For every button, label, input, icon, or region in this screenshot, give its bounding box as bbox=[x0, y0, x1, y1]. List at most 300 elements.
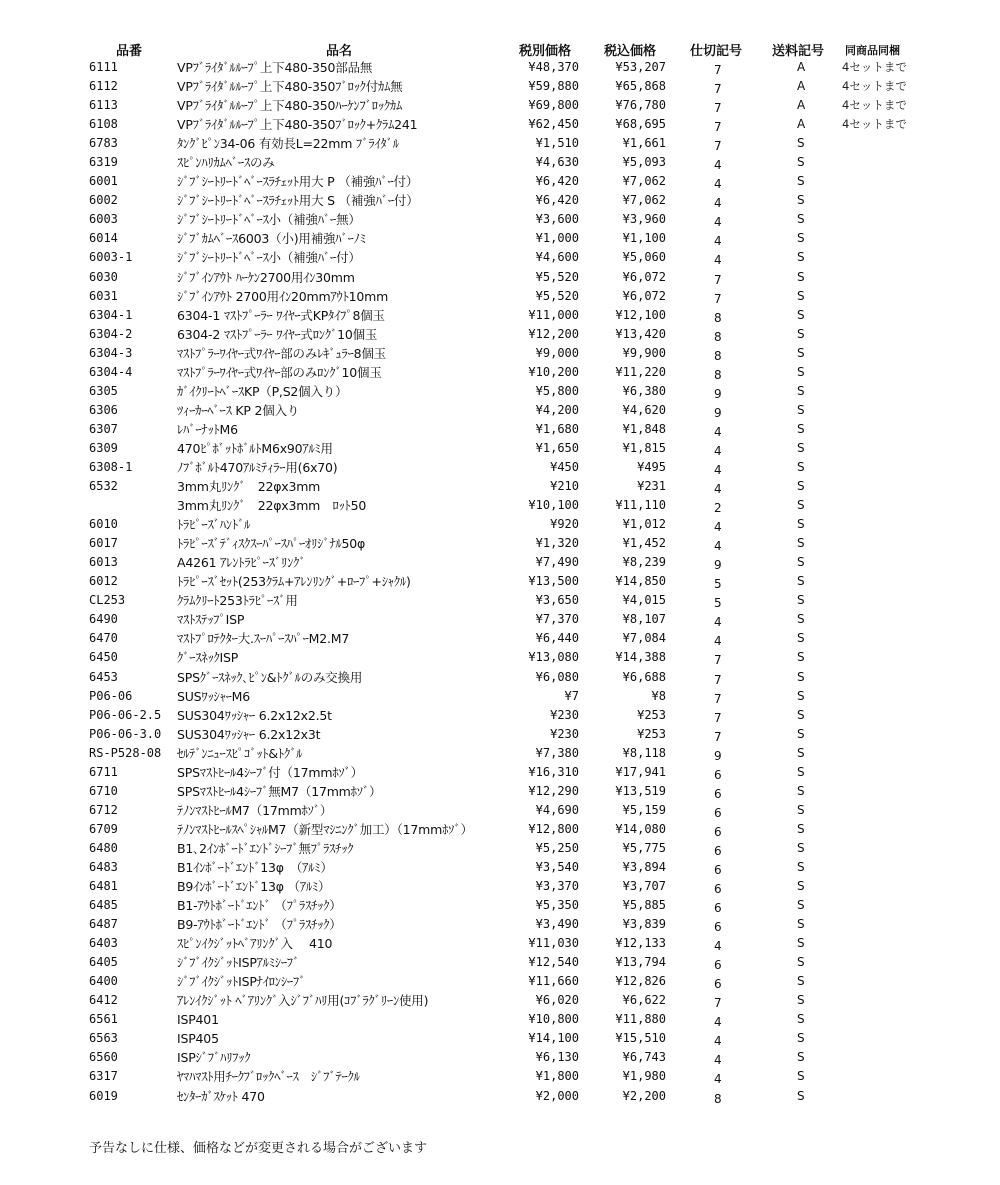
row-name: B1､2ｲﾝﾎﾞｰﾄﾞｴﾝﾄﾞｼｰﾌﾞ無ﾌﾟﾗｽﾁｯｸ bbox=[177, 840, 354, 856]
row-name: ﾃﾉﾝﾏｽﾄﾋｰﾙM7（17mmﾎｿﾞ） bbox=[177, 802, 333, 818]
row-price-in-tax: ¥12,133 bbox=[615, 936, 666, 951]
table-row bbox=[0, 534, 1000, 553]
row-code: 6317 bbox=[89, 1069, 118, 1084]
row-price-ex-tax: ¥48,370 bbox=[528, 60, 579, 74]
row-name: ｼﾞﾌﾞｲｸｼﾞｯﾄISPﾅｲﾛﾝｼｰﾌﾞ bbox=[177, 974, 306, 990]
table-row bbox=[0, 96, 1000, 115]
row-price-in-tax: ¥15,510 bbox=[615, 1031, 666, 1046]
row-shipping-code: A bbox=[797, 117, 806, 132]
row-cut-code: 4 bbox=[714, 253, 722, 268]
row-cut-code: 8 bbox=[714, 348, 722, 363]
row-price-ex-tax: ¥13,080 bbox=[528, 650, 579, 665]
row-cut-code: 2 bbox=[714, 501, 722, 516]
row-price-ex-tax: ¥12,290 bbox=[528, 783, 579, 798]
table-row bbox=[0, 648, 1000, 667]
row-cut-code: 6 bbox=[714, 958, 722, 973]
row-code: 6453 bbox=[89, 669, 118, 684]
row-name: ｾﾝﾀｰｶﾞｽｹｯﾄ 470 bbox=[177, 1088, 265, 1104]
row-price-in-tax: ¥3,960 bbox=[622, 212, 666, 227]
row-name: 6304-2 ﾏｽﾄﾌﾟｰﾗｰ ﾜｲﾔｰ式ﾛﾝｸﾞ10個玉 bbox=[177, 326, 378, 342]
header-shipping-code: 送料記号 bbox=[772, 44, 825, 59]
row-shipping-code: S bbox=[797, 764, 805, 779]
row-code: CL253 bbox=[89, 593, 126, 608]
table-row bbox=[0, 191, 1000, 210]
row-code: 6561 bbox=[89, 1012, 118, 1027]
row-shipping-code: S bbox=[797, 231, 805, 246]
row-cut-code: 9 bbox=[714, 748, 722, 763]
row-shipping-code: S bbox=[797, 193, 805, 208]
row-price-in-tax: ¥8,107 bbox=[622, 612, 666, 627]
row-shipping-code: S bbox=[797, 1031, 805, 1046]
row-name: 470ﾋﾟﾎﾞｯﾄﾎﾞﾙﾄM6x90ｱﾙﾐ用 bbox=[177, 440, 333, 456]
row-shipping-code: S bbox=[797, 459, 805, 474]
row-shipping-code: S bbox=[797, 726, 805, 741]
row-code: 6480 bbox=[89, 840, 118, 855]
row-price-in-tax: ¥14,850 bbox=[615, 574, 666, 589]
table-row bbox=[0, 58, 1000, 77]
row-price-ex-tax: ¥7,490 bbox=[535, 555, 579, 570]
table-row bbox=[0, 1048, 1000, 1067]
row-cut-code: 4 bbox=[714, 939, 722, 954]
row-shipping-code: S bbox=[797, 269, 805, 284]
row-price-ex-tax: ¥6,130 bbox=[535, 1050, 579, 1065]
row-code: 6019 bbox=[89, 1088, 118, 1103]
table-row bbox=[0, 115, 1000, 134]
row-price-in-tax: ¥7,062 bbox=[622, 193, 666, 208]
row-code: 6450 bbox=[89, 650, 118, 665]
row-price-ex-tax: ¥10,100 bbox=[528, 498, 579, 513]
row-name: B1-ｱｳﾄﾎﾞｰﾄﾞｴﾝﾄﾞ （ﾌﾟﾗｽﾁｯｸ） bbox=[177, 898, 342, 914]
row-shipping-code: S bbox=[797, 593, 805, 608]
row-shipping-code: S bbox=[797, 212, 805, 227]
row-price-ex-tax: ¥230 bbox=[550, 726, 579, 741]
row-price-in-tax: ¥14,388 bbox=[615, 650, 666, 665]
row-cut-code: 6 bbox=[714, 805, 722, 820]
row-price-in-tax: ¥6,072 bbox=[622, 269, 666, 284]
row-cut-code: 7 bbox=[714, 691, 722, 706]
row-cut-code: 6 bbox=[714, 767, 722, 782]
row-price-in-tax: ¥8 bbox=[651, 688, 666, 703]
row-name: B1ｲﾝﾎﾞｰﾄﾞｴﾝﾄﾞ13φ （ｱﾙﾐ） bbox=[177, 859, 333, 875]
row-code: 6309 bbox=[89, 440, 118, 455]
row-cut-code: 4 bbox=[714, 215, 722, 230]
row-shipping-code: S bbox=[797, 479, 805, 494]
row-name: ﾏｽﾄﾌﾟﾗｰﾜｲﾔｰ式ﾜｲﾔｰ部のみﾛﾝｸﾞ10個玉 bbox=[177, 364, 382, 380]
row-name: SUS304ﾜｯｼｬｰ 6.2x12x3t bbox=[177, 726, 321, 742]
row-code: 6710 bbox=[89, 783, 118, 798]
row-price-in-tax: ¥253 bbox=[637, 707, 666, 722]
row-code: 6014 bbox=[89, 231, 118, 246]
row-name: ﾄﾗﾋﾟｰｽﾞﾃﾞｨｽｸｽｰﾊﾟｰｽﾊﾟｰｵﾘｼﾞﾅﾙ50φ bbox=[177, 536, 366, 552]
row-price-ex-tax: ¥6,420 bbox=[535, 193, 579, 208]
table-row bbox=[0, 77, 1000, 96]
row-price-ex-tax: ¥7,380 bbox=[535, 745, 579, 760]
row-code: 6560 bbox=[89, 1050, 118, 1065]
row-shipping-code: S bbox=[797, 879, 805, 894]
row-same-shipping: 4セットまで bbox=[842, 79, 907, 94]
header-price-in-tax: 税込価格 bbox=[604, 44, 657, 59]
row-shipping-code: S bbox=[797, 326, 805, 341]
row-cut-code: 9 bbox=[714, 405, 722, 420]
table-row bbox=[0, 458, 1000, 477]
row-name: ﾄﾗﾋﾟｰｽﾞｾｯﾄ(253ｸﾗﾑ+ｱﾚﾝﾘﾝｸﾞ+ﾛｰﾌﾟ+ｼｬｸﾙ) bbox=[177, 574, 411, 590]
table-row bbox=[0, 1087, 1000, 1106]
row-shipping-code: S bbox=[797, 821, 805, 836]
row-cut-code: 7 bbox=[714, 291, 722, 306]
row-price-in-tax: ¥5,060 bbox=[622, 250, 666, 265]
row-price-ex-tax: ¥1,650 bbox=[535, 440, 579, 455]
row-price-in-tax: ¥2,200 bbox=[622, 1088, 666, 1103]
table-row bbox=[0, 134, 1000, 153]
row-code: 6487 bbox=[89, 917, 118, 932]
row-cut-code: 7 bbox=[714, 139, 722, 154]
row-code: 6012 bbox=[89, 574, 118, 589]
row-name: ISPｼﾞﾌﾞﾊﾘﾌｯｸ bbox=[177, 1050, 251, 1066]
row-shipping-code: S bbox=[797, 936, 805, 951]
row-price-in-tax: ¥1,848 bbox=[622, 421, 666, 436]
row-shipping-code: S bbox=[797, 174, 805, 189]
row-price-ex-tax: ¥11,660 bbox=[528, 974, 579, 989]
row-price-ex-tax: ¥5,520 bbox=[535, 288, 579, 303]
row-shipping-code: S bbox=[797, 669, 805, 684]
row-cut-code: 6 bbox=[714, 901, 722, 916]
table-row bbox=[0, 229, 1000, 248]
row-name: ｼﾞﾌﾞｶﾑﾍﾞｰｽ6003（小)用補強ﾊﾞｰﾉﾐ bbox=[177, 231, 366, 247]
row-shipping-code: S bbox=[797, 555, 805, 570]
row-code: 6002 bbox=[89, 193, 118, 208]
row-price-ex-tax: ¥3,650 bbox=[535, 593, 579, 608]
footer-note: 予告なしに仕様、価格などが変更される場合がございます bbox=[89, 1141, 428, 1156]
row-name: 6304-1 ﾏｽﾄﾌﾟｰﾗｰ ﾜｲﾔｰ式KPﾀｲﾌﾟ8個玉 bbox=[177, 307, 385, 323]
row-cut-code: 6 bbox=[714, 862, 722, 877]
row-price-in-tax: ¥1,815 bbox=[622, 440, 666, 455]
row-name: SPSﾏｽﾄﾋｰﾙ4ｼｰﾌﾞ付（17mmﾎｿﾞ） bbox=[177, 764, 363, 780]
row-code: 6481 bbox=[89, 879, 118, 894]
row-shipping-code: S bbox=[797, 345, 805, 360]
table-row bbox=[0, 153, 1000, 172]
row-price-ex-tax: ¥7,370 bbox=[535, 612, 579, 627]
row-cut-code: 4 bbox=[714, 1015, 722, 1030]
table-row bbox=[0, 363, 1000, 382]
header-price-ex-tax: 税別価格 bbox=[519, 44, 572, 59]
table-row bbox=[0, 706, 1000, 725]
row-code: P06-06 bbox=[89, 688, 133, 703]
row-shipping-code: S bbox=[797, 307, 805, 322]
row-name: ｾﾙﾃﾞﾝﾆｭｰｽﾋﾟｺﾞｯﾄ&ﾄｸﾞﾙ bbox=[177, 745, 303, 761]
table-row bbox=[0, 344, 1000, 363]
row-name: VPﾌﾞﾗｲﾀﾞﾙﾙｰﾌﾟ上下480-350ﾌﾞﾛｯｸ付ｶﾑ無 bbox=[177, 79, 403, 95]
table-body bbox=[0, 58, 1000, 1106]
row-price-in-tax: ¥5,775 bbox=[622, 840, 666, 855]
row-shipping-code: S bbox=[797, 517, 805, 532]
table-row bbox=[0, 210, 1000, 229]
table-row bbox=[0, 1010, 1000, 1029]
row-name: ﾀﾝｸﾞﾋﾟﾝ34-06 有効長L=22mm ﾌﾞﾗｲﾀﾞﾙ bbox=[177, 136, 399, 152]
row-code: 6709 bbox=[89, 821, 118, 836]
header-name: 品名 bbox=[326, 44, 353, 59]
row-name: ﾉﾌﾞﾎﾞﾙﾄ470ｱﾙﾐﾃｨﾗｰ用(6x70) bbox=[177, 459, 338, 475]
row-code: 6308-1 bbox=[89, 459, 133, 474]
table-row bbox=[0, 687, 1000, 706]
row-price-ex-tax: ¥6,440 bbox=[535, 631, 579, 646]
row-price-in-tax: ¥7,084 bbox=[622, 631, 666, 646]
row-code: 6030 bbox=[89, 269, 118, 284]
row-price-ex-tax: ¥6,420 bbox=[535, 174, 579, 189]
row-price-in-tax: ¥13,794 bbox=[615, 955, 666, 970]
row-shipping-code: S bbox=[797, 440, 805, 455]
row-price-ex-tax: ¥4,630 bbox=[535, 155, 579, 170]
row-cut-code: 6 bbox=[714, 920, 722, 935]
row-price-in-tax: ¥495 bbox=[637, 459, 666, 474]
row-price-ex-tax: ¥7 bbox=[564, 688, 579, 703]
row-code: 6017 bbox=[89, 536, 118, 551]
row-cut-code: 8 bbox=[714, 1091, 722, 1106]
row-cut-code: 6 bbox=[714, 786, 722, 801]
row-price-ex-tax: ¥3,370 bbox=[535, 879, 579, 894]
row-shipping-code: S bbox=[797, 840, 805, 855]
row-shipping-code: S bbox=[797, 1069, 805, 1084]
row-code: 6113 bbox=[89, 98, 118, 113]
row-cut-code: 7 bbox=[714, 101, 722, 116]
row-price-ex-tax: ¥11,000 bbox=[528, 307, 579, 322]
table-row bbox=[0, 172, 1000, 191]
row-name: ｼﾞﾌﾞｼｰﾄﾘｰﾄﾞﾍﾞｰｽ小（補強ﾊﾞｰ付） bbox=[177, 250, 361, 266]
table-row bbox=[0, 877, 1000, 896]
row-cut-code: 6 bbox=[714, 824, 722, 839]
row-cut-code: 4 bbox=[714, 1072, 722, 1087]
row-price-in-tax: ¥8,239 bbox=[622, 555, 666, 570]
row-code: 6532 bbox=[89, 479, 118, 494]
row-price-in-tax: ¥8,118 bbox=[622, 745, 666, 760]
row-price-ex-tax: ¥11,030 bbox=[528, 936, 579, 951]
row-cut-code: 6 bbox=[714, 843, 722, 858]
row-price-in-tax: ¥68,695 bbox=[615, 117, 666, 132]
header-cut-code: 仕切記号 bbox=[690, 44, 743, 59]
row-code: P06-06-3.0 bbox=[89, 726, 162, 741]
row-name: B9-ｱｳﾄﾎﾞｰﾄﾞｴﾝﾄﾞ （ﾌﾟﾗｽﾁｯｸ） bbox=[177, 917, 342, 933]
row-cut-code: 4 bbox=[714, 634, 722, 649]
row-shipping-code: S bbox=[797, 859, 805, 874]
row-shipping-code: S bbox=[797, 1012, 805, 1027]
row-code: 6403 bbox=[89, 936, 118, 951]
row-name: VPﾌﾞﾗｲﾀﾞﾙﾙｰﾌﾟ上下480-350部品無 bbox=[177, 60, 373, 75]
row-price-in-tax: ¥12,100 bbox=[615, 307, 666, 322]
row-price-ex-tax: ¥4,600 bbox=[535, 250, 579, 265]
row-name: ｱﾚﾝｲｸｼﾞｯﾄ ﾍﾞｱﾘﾝｸﾞ入ｼﾞﾌﾞﾊﾘ用(ｺﾌﾞﾗｸﾞﾘｰﾝ使用) bbox=[177, 993, 429, 1009]
row-code: 6305 bbox=[89, 383, 118, 398]
row-price-ex-tax: ¥4,690 bbox=[535, 802, 579, 817]
row-cut-code: 7 bbox=[714, 996, 722, 1011]
row-code: 6111 bbox=[89, 60, 118, 74]
row-price-ex-tax: ¥10,200 bbox=[528, 364, 579, 379]
row-price-in-tax: ¥12,826 bbox=[615, 974, 666, 989]
row-price-in-tax: ¥11,110 bbox=[615, 498, 666, 513]
table-row bbox=[0, 1029, 1000, 1048]
table-row bbox=[0, 953, 1000, 972]
row-price-in-tax: ¥6,743 bbox=[622, 1050, 666, 1065]
row-shipping-code: S bbox=[797, 974, 805, 989]
row-cut-code: 4 bbox=[714, 539, 722, 554]
row-name: ﾂｨｰｶｰﾍﾞｰｽ KP 2個入り bbox=[177, 402, 300, 418]
row-shipping-code: S bbox=[797, 574, 805, 589]
row-name: ISP401 bbox=[177, 1012, 219, 1028]
row-name: 3mm丸ﾘﾝｸﾞ 22φx3mm ﾛｯﾄ50 bbox=[177, 498, 367, 514]
table-row bbox=[0, 553, 1000, 572]
table-row bbox=[0, 744, 1000, 763]
row-shipping-code: S bbox=[797, 1088, 805, 1103]
row-cut-code: 9 bbox=[714, 386, 722, 401]
table-row bbox=[0, 268, 1000, 287]
row-price-in-tax: ¥3,707 bbox=[622, 879, 666, 894]
row-name: ｼﾞﾌﾞｼｰﾄﾘｰﾄﾞﾍﾞｰｽ小（補強ﾊﾞｰ無） bbox=[177, 212, 361, 228]
row-code: 6001 bbox=[89, 174, 118, 189]
row-code: 6490 bbox=[89, 612, 118, 627]
row-cut-code: 8 bbox=[714, 329, 722, 344]
row-price-in-tax: ¥5,159 bbox=[622, 802, 666, 817]
row-name: A4261 ｱﾚﾝﾄﾗﾋﾟｰｽﾞﾘﾝｸﾞ bbox=[177, 555, 306, 571]
table-row bbox=[0, 439, 1000, 458]
row-name: ﾏｽﾄﾌﾟﾗｰﾜｲﾔｰ式ﾜｲﾔｰ部のみﾚｷﾞｭﾗｰ8個玉 bbox=[177, 345, 387, 361]
row-shipping-code: S bbox=[797, 898, 805, 913]
row-price-ex-tax: ¥230 bbox=[550, 707, 579, 722]
row-cut-code: 4 bbox=[714, 462, 722, 477]
table-row bbox=[0, 1067, 1000, 1086]
row-price-ex-tax: ¥9,000 bbox=[535, 345, 579, 360]
row-name: ﾚﾊﾞｰﾅｯﾄM6 bbox=[177, 421, 238, 437]
row-price-in-tax: ¥53,207 bbox=[615, 60, 666, 74]
row-code: 6304-3 bbox=[89, 345, 133, 360]
row-cut-code: 4 bbox=[714, 443, 722, 458]
table-row bbox=[0, 306, 1000, 325]
table-row bbox=[0, 629, 1000, 648]
table-row bbox=[0, 782, 1000, 801]
table-row bbox=[0, 287, 1000, 306]
row-cut-code: 7 bbox=[714, 710, 722, 725]
row-cut-code: 7 bbox=[714, 653, 722, 668]
row-code: 6112 bbox=[89, 79, 118, 94]
row-code: 6405 bbox=[89, 955, 118, 970]
row-code: 6711 bbox=[89, 764, 118, 779]
row-price-in-tax: ¥1,661 bbox=[622, 136, 666, 151]
row-name: ｼﾞﾌﾞｲｸｼﾞｯﾄISPｱﾙﾐｼｰﾌﾞ bbox=[177, 955, 300, 971]
row-cut-code: 5 bbox=[714, 596, 722, 611]
table-row bbox=[0, 515, 1000, 534]
table-row bbox=[0, 496, 1000, 515]
row-price-ex-tax: ¥12,200 bbox=[528, 326, 579, 341]
row-code: 6483 bbox=[89, 859, 118, 874]
row-price-ex-tax: ¥14,100 bbox=[528, 1031, 579, 1046]
row-code: 6306 bbox=[89, 402, 118, 417]
row-price-in-tax: ¥6,072 bbox=[622, 288, 666, 303]
row-code: 6108 bbox=[89, 117, 118, 132]
table-row bbox=[0, 801, 1000, 820]
table-row bbox=[0, 858, 1000, 877]
row-shipping-code: S bbox=[797, 650, 805, 665]
row-price-in-tax: ¥13,420 bbox=[615, 326, 666, 341]
row-price-ex-tax: ¥3,490 bbox=[535, 917, 579, 932]
row-same-shipping: 4セットまで bbox=[842, 98, 907, 113]
row-price-in-tax: ¥65,868 bbox=[615, 79, 666, 94]
row-name: SUS304ﾜｯｼｬｰ 6.2x12x2.5t bbox=[177, 707, 332, 723]
row-price-in-tax: ¥253 bbox=[637, 726, 666, 741]
row-cut-code: 9 bbox=[714, 558, 722, 573]
row-price-in-tax: ¥5,885 bbox=[622, 898, 666, 913]
row-cut-code: 4 bbox=[714, 424, 722, 439]
row-name: ﾔﾏﾊﾏｽﾄ用ﾁｰｸﾌﾞﾛｯｸﾍﾞｰｽ ｼﾞﾌﾞﾃｰｸﾙ bbox=[177, 1069, 360, 1085]
row-cut-code: 8 bbox=[714, 367, 722, 382]
row-same-shipping: 4セットまで bbox=[842, 117, 907, 132]
row-price-in-tax: ¥4,015 bbox=[622, 593, 666, 608]
row-code: 6783 bbox=[89, 136, 118, 151]
row-shipping-code: S bbox=[797, 688, 805, 703]
row-price-ex-tax: ¥13,500 bbox=[528, 574, 579, 589]
table-header bbox=[0, 38, 1000, 58]
row-cut-code: 6 bbox=[714, 882, 722, 897]
row-price-in-tax: ¥76,780 bbox=[615, 98, 666, 113]
row-price-in-tax: ¥1,452 bbox=[622, 536, 666, 551]
row-shipping-code: S bbox=[797, 612, 805, 627]
row-code: 6304-2 bbox=[89, 326, 133, 341]
table-row bbox=[0, 248, 1000, 267]
row-code: 6304-4 bbox=[89, 364, 133, 379]
row-price-ex-tax: ¥5,350 bbox=[535, 898, 579, 913]
row-shipping-code: S bbox=[797, 783, 805, 798]
row-name: VPﾌﾞﾗｲﾀﾞﾙﾙｰﾌﾟ上下480-350ﾌﾞﾛｯｸ+ｸﾗﾑ241 bbox=[177, 117, 418, 133]
row-price-ex-tax: ¥10,800 bbox=[528, 1012, 579, 1027]
row-price-in-tax: ¥1,100 bbox=[622, 231, 666, 246]
row-price-ex-tax: ¥1,320 bbox=[535, 536, 579, 551]
row-shipping-code: S bbox=[797, 802, 805, 817]
row-price-in-tax: ¥9,900 bbox=[622, 345, 666, 360]
row-name: ISP405 bbox=[177, 1031, 219, 1047]
row-price-ex-tax: ¥5,520 bbox=[535, 269, 579, 284]
row-price-ex-tax: ¥450 bbox=[550, 459, 579, 474]
row-price-ex-tax: ¥12,800 bbox=[528, 821, 579, 836]
row-name: ｽﾋﾟﾝﾊﾘｶﾑﾍﾞｰｽのみ bbox=[177, 155, 275, 171]
row-cut-code: 4 bbox=[714, 482, 722, 497]
row-price-ex-tax: ¥3,600 bbox=[535, 212, 579, 227]
row-price-ex-tax: ¥2,000 bbox=[535, 1088, 579, 1103]
row-price-ex-tax: ¥4,200 bbox=[535, 402, 579, 417]
row-price-ex-tax: ¥6,020 bbox=[535, 993, 579, 1008]
row-code: 6304-1 bbox=[89, 307, 133, 322]
row-name: 3mm丸ﾘﾝｸﾞ 22φx3mm bbox=[177, 479, 321, 495]
row-code: 6712 bbox=[89, 802, 118, 817]
table-row bbox=[0, 991, 1000, 1010]
table-row bbox=[0, 572, 1000, 591]
row-cut-code: 6 bbox=[714, 977, 722, 992]
row-shipping-code: S bbox=[797, 136, 805, 151]
row-price-in-tax: ¥6,380 bbox=[622, 383, 666, 398]
row-shipping-code: S bbox=[797, 421, 805, 436]
row-price-in-tax: ¥3,894 bbox=[622, 859, 666, 874]
row-name: ｼﾞﾌﾞｲﾝｱｳﾄ ﾊｰｹﾝ2700用ｲﾝ30mm bbox=[177, 269, 355, 285]
row-shipping-code: A bbox=[797, 60, 806, 74]
row-price-in-tax: ¥1,980 bbox=[622, 1069, 666, 1084]
row-price-ex-tax: ¥920 bbox=[550, 517, 579, 532]
row-code: 6307 bbox=[89, 421, 118, 436]
row-name: ｶﾞｲｸﾘｰﾄﾍﾞｰｽKP（P,S2個入り） bbox=[177, 383, 348, 399]
row-price-ex-tax: ¥210 bbox=[550, 479, 579, 494]
row-price-ex-tax: ¥69,800 bbox=[528, 98, 579, 113]
row-shipping-code: S bbox=[797, 993, 805, 1008]
table-row bbox=[0, 972, 1000, 991]
row-price-ex-tax: ¥5,250 bbox=[535, 840, 579, 855]
row-price-in-tax: ¥11,220 bbox=[615, 364, 666, 379]
row-price-ex-tax: ¥16,310 bbox=[528, 764, 579, 779]
row-name: ｼﾞﾌﾞｼｰﾄﾘｰﾄﾞﾍﾞｰｽﾗﾁｪｯﾄ用大 S （補強ﾊﾞｰ付） bbox=[177, 193, 419, 209]
row-name: ｽﾋﾟﾝｲｸｼﾞｯﾄﾍﾞｱﾘﾝｸﾞ入 410 bbox=[177, 936, 333, 952]
